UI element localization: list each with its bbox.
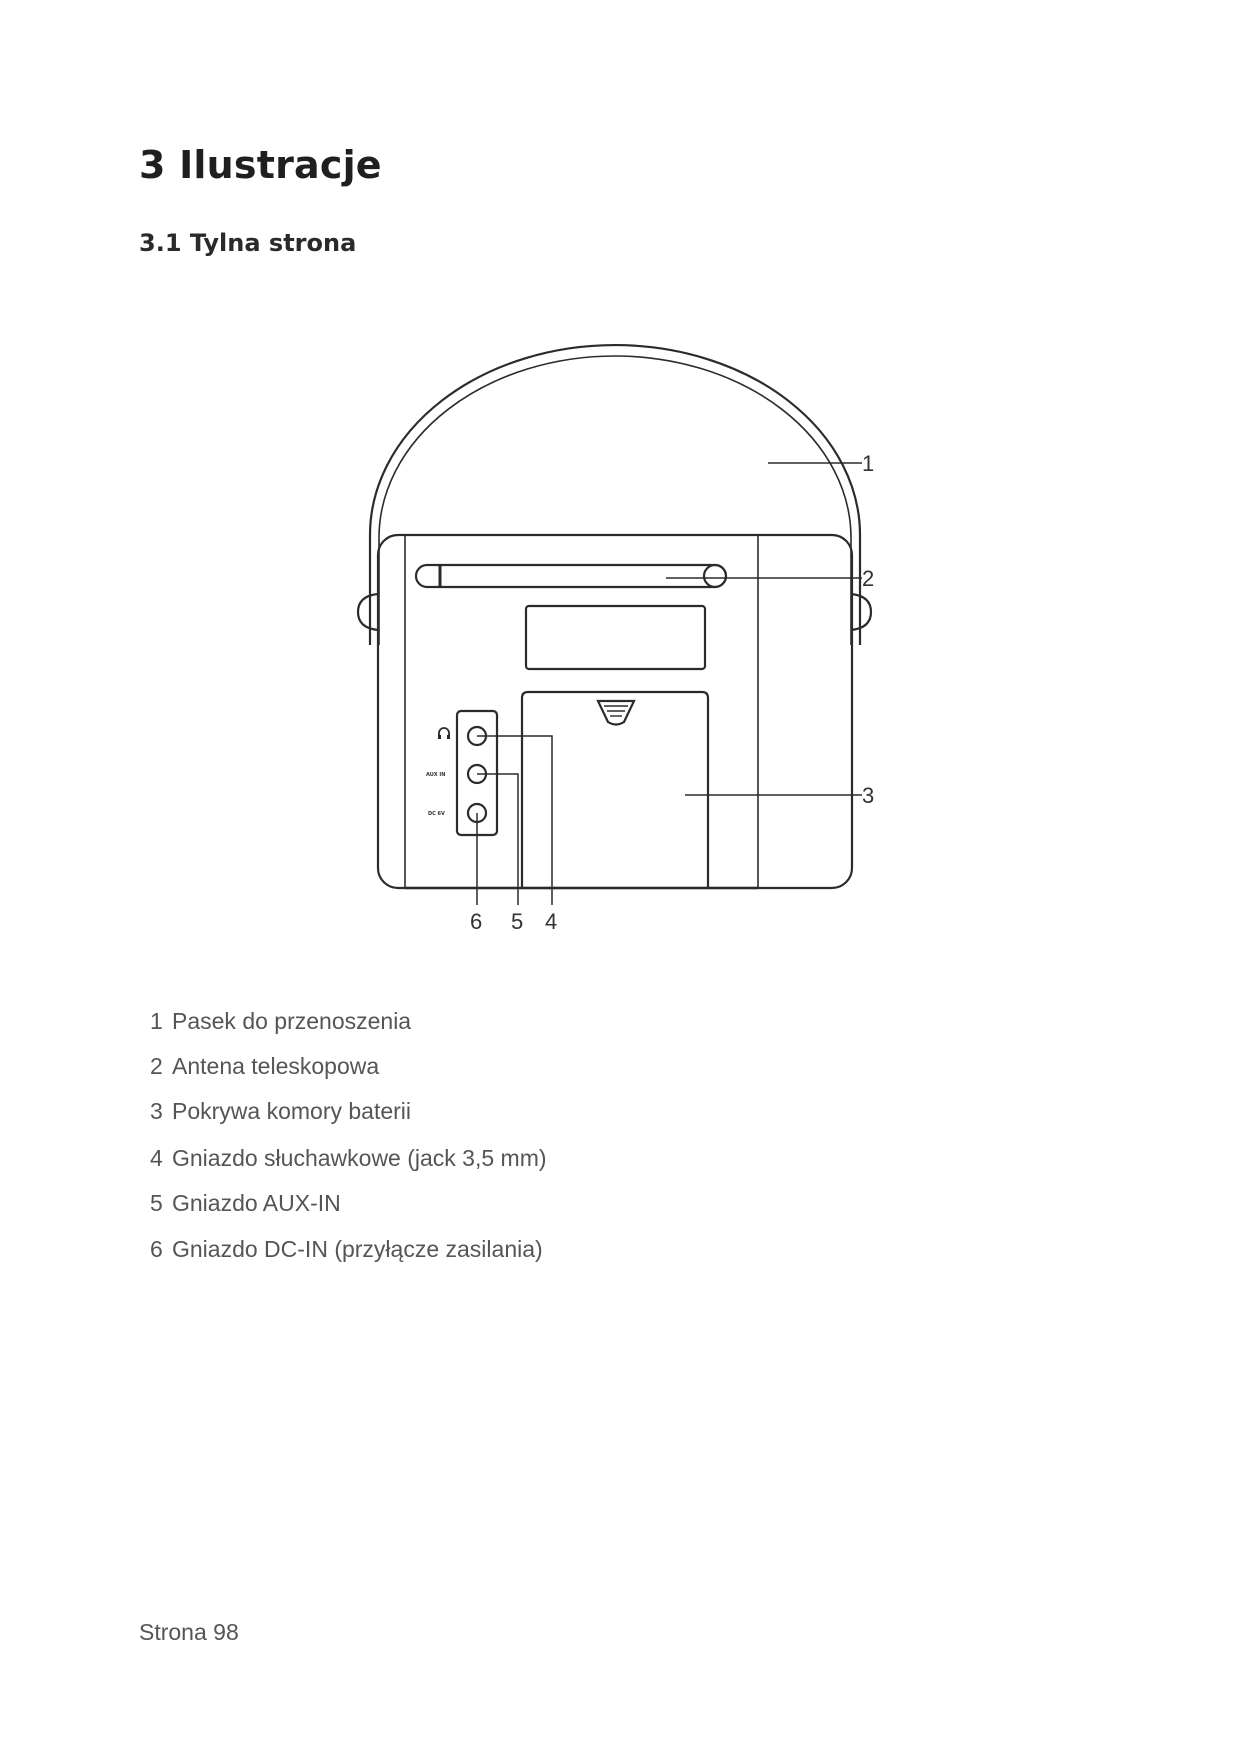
page-number: Strona 98: [139, 1619, 239, 1645]
callout-5: 5: [511, 909, 524, 934]
callout-3: 3: [862, 783, 875, 808]
legend-number: 6: [150, 1236, 163, 1262]
antenna: [416, 565, 726, 587]
legend-item: [150, 1008, 411, 1035]
legend-number: 4: [150, 1145, 163, 1171]
legend-text: Gniazdo słuchawkowe (jack 3,5 mm): [172, 1145, 547, 1171]
legend-text: Gniazdo DC-IN (przyłącze zasilania): [172, 1236, 543, 1262]
aux-jack-label: AUX IN: [426, 772, 446, 778]
legend-number: 2: [150, 1053, 163, 1079]
legend-number: 5: [150, 1190, 163, 1216]
handle: [370, 345, 860, 645]
callout-4: 4: [545, 909, 558, 934]
callout-2: 2: [862, 566, 875, 591]
legend-item: [150, 1098, 411, 1125]
legend-text: Gniazdo AUX-IN: [172, 1190, 341, 1216]
legend-item: [150, 1053, 379, 1080]
page-title: 3 Ilustracje: [139, 143, 382, 187]
legend-text: Pasek do przenoszenia: [172, 1008, 412, 1034]
dc-jack-label: DC 6V: [428, 811, 445, 817]
display-window: [526, 606, 705, 669]
legend-text: Antena teleskopowa: [172, 1053, 380, 1079]
callout-1: 1: [862, 451, 875, 476]
battery-latch: [598, 701, 634, 725]
section-title: 3.1 Tylna strona: [139, 229, 357, 257]
legend-number: 3: [150, 1098, 163, 1124]
callout-6: 6: [470, 909, 483, 934]
legend-item: [150, 1190, 341, 1217]
battery-cover: [522, 692, 708, 888]
legend-item: [150, 1145, 547, 1172]
side-knob-left: [358, 594, 378, 630]
legend-item: [150, 1236, 543, 1263]
legend-number: 1: [150, 1008, 163, 1034]
legend-text: Pokrywa komory baterii: [172, 1098, 412, 1124]
